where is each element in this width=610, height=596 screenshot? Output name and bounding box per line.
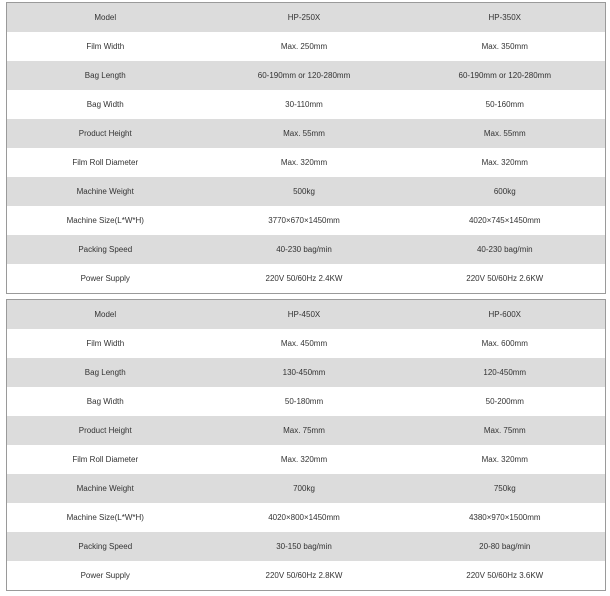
model-a-value: 220V 50/60Hz 2.4KW — [204, 264, 405, 294]
table-row — [7, 3, 606, 33]
row-label: Machine Weight — [7, 177, 204, 206]
model-b-value: 40-230 bag/min — [405, 235, 606, 264]
row-label: Film Roll Diameter — [7, 148, 204, 177]
table-row — [7, 119, 606, 148]
table-row — [7, 235, 606, 264]
row-label: Power Supply — [7, 561, 204, 591]
row-label: Machine Weight — [7, 474, 204, 503]
table-row — [7, 503, 606, 532]
row-label: Power Supply — [7, 264, 204, 294]
model-a-value: 500kg — [204, 177, 405, 206]
row-label: Packing Speed — [7, 235, 204, 264]
model-a-value: Max. 320mm — [204, 148, 405, 177]
model-a-value: Max. 320mm — [204, 445, 405, 474]
model-a-value: 30-110mm — [204, 90, 405, 119]
table-row — [7, 90, 606, 119]
model-a-value: 3770×670×1450mm — [204, 206, 405, 235]
model-b-value: 20-80 bag/min — [405, 532, 606, 561]
model-b-value: Max. 350mm — [405, 32, 606, 61]
model-b-value: Max. 320mm — [405, 445, 606, 474]
model-a-value: 50-180mm — [204, 387, 405, 416]
table-row — [7, 474, 606, 503]
model-b-value: 4380×970×1500mm — [405, 503, 606, 532]
model-a-value: 4020×800×1450mm — [204, 503, 405, 532]
row-label: Product Height — [7, 119, 204, 148]
table-row — [7, 358, 606, 387]
spec-table-1 — [6, 2, 606, 294]
model-b-value: Max. 75mm — [405, 416, 606, 445]
model-a-value: 30-150 bag/min — [204, 532, 405, 561]
row-label: Bag Width — [7, 90, 204, 119]
model-a-value: 130-450mm — [204, 358, 405, 387]
row-label: Machine Size(L*W*H) — [7, 206, 204, 235]
table-row — [7, 561, 606, 591]
model-b-value: Max. 320mm — [405, 148, 606, 177]
model-a-value: HP-250X — [204, 3, 405, 33]
row-label: Model — [7, 3, 204, 33]
table-row — [7, 148, 606, 177]
table-row — [7, 177, 606, 206]
model-b-value: 220V 50/60Hz 3.6KW — [405, 561, 606, 591]
table-row — [7, 300, 606, 330]
row-label: Bag Width — [7, 387, 204, 416]
row-label: Packing Speed — [7, 532, 204, 561]
row-label: Bag Length — [7, 61, 204, 90]
row-label: Product Height — [7, 416, 204, 445]
spec-table-2 — [6, 299, 606, 591]
table-row — [7, 329, 606, 358]
table-row — [7, 61, 606, 90]
model-a-value: 700kg — [204, 474, 405, 503]
row-label: Film Width — [7, 32, 204, 61]
model-b-value: HP-600X — [405, 300, 606, 330]
model-b-value: 750kg — [405, 474, 606, 503]
model-a-value: Max. 250mm — [204, 32, 405, 61]
row-label: Film Width — [7, 329, 204, 358]
table-row — [7, 387, 606, 416]
model-b-value: HP-350X — [405, 3, 606, 33]
model-b-value: 220V 50/60Hz 2.6KW — [405, 264, 606, 294]
table-row — [7, 206, 606, 235]
model-b-value: 60-190mm or 120-280mm — [405, 61, 606, 90]
model-b-value: 120-450mm — [405, 358, 606, 387]
table-row — [7, 416, 606, 445]
table-row — [7, 32, 606, 61]
model-b-value: 50-160mm — [405, 90, 606, 119]
model-a-value: 220V 50/60Hz 2.8KW — [204, 561, 405, 591]
table-row — [7, 532, 606, 561]
row-label: Machine Size(L*W*H) — [7, 503, 204, 532]
model-a-value: 40-230 bag/min — [204, 235, 405, 264]
model-a-value: HP-450X — [204, 300, 405, 330]
model-b-value: Max. 55mm — [405, 119, 606, 148]
model-b-value: 4020×745×1450mm — [405, 206, 606, 235]
table-row — [7, 264, 606, 294]
row-label: Bag Length — [7, 358, 204, 387]
model-b-value: 50-200mm — [405, 387, 606, 416]
model-b-value: 600kg — [405, 177, 606, 206]
table-row — [7, 445, 606, 474]
model-a-value: 60-190mm or 120-280mm — [204, 61, 405, 90]
model-a-value: Max. 450mm — [204, 329, 405, 358]
row-label: Film Roll Diameter — [7, 445, 204, 474]
model-a-value: Max. 55mm — [204, 119, 405, 148]
model-b-value: Max. 600mm — [405, 329, 606, 358]
model-a-value: Max. 75mm — [204, 416, 405, 445]
row-label: Model — [7, 300, 204, 330]
